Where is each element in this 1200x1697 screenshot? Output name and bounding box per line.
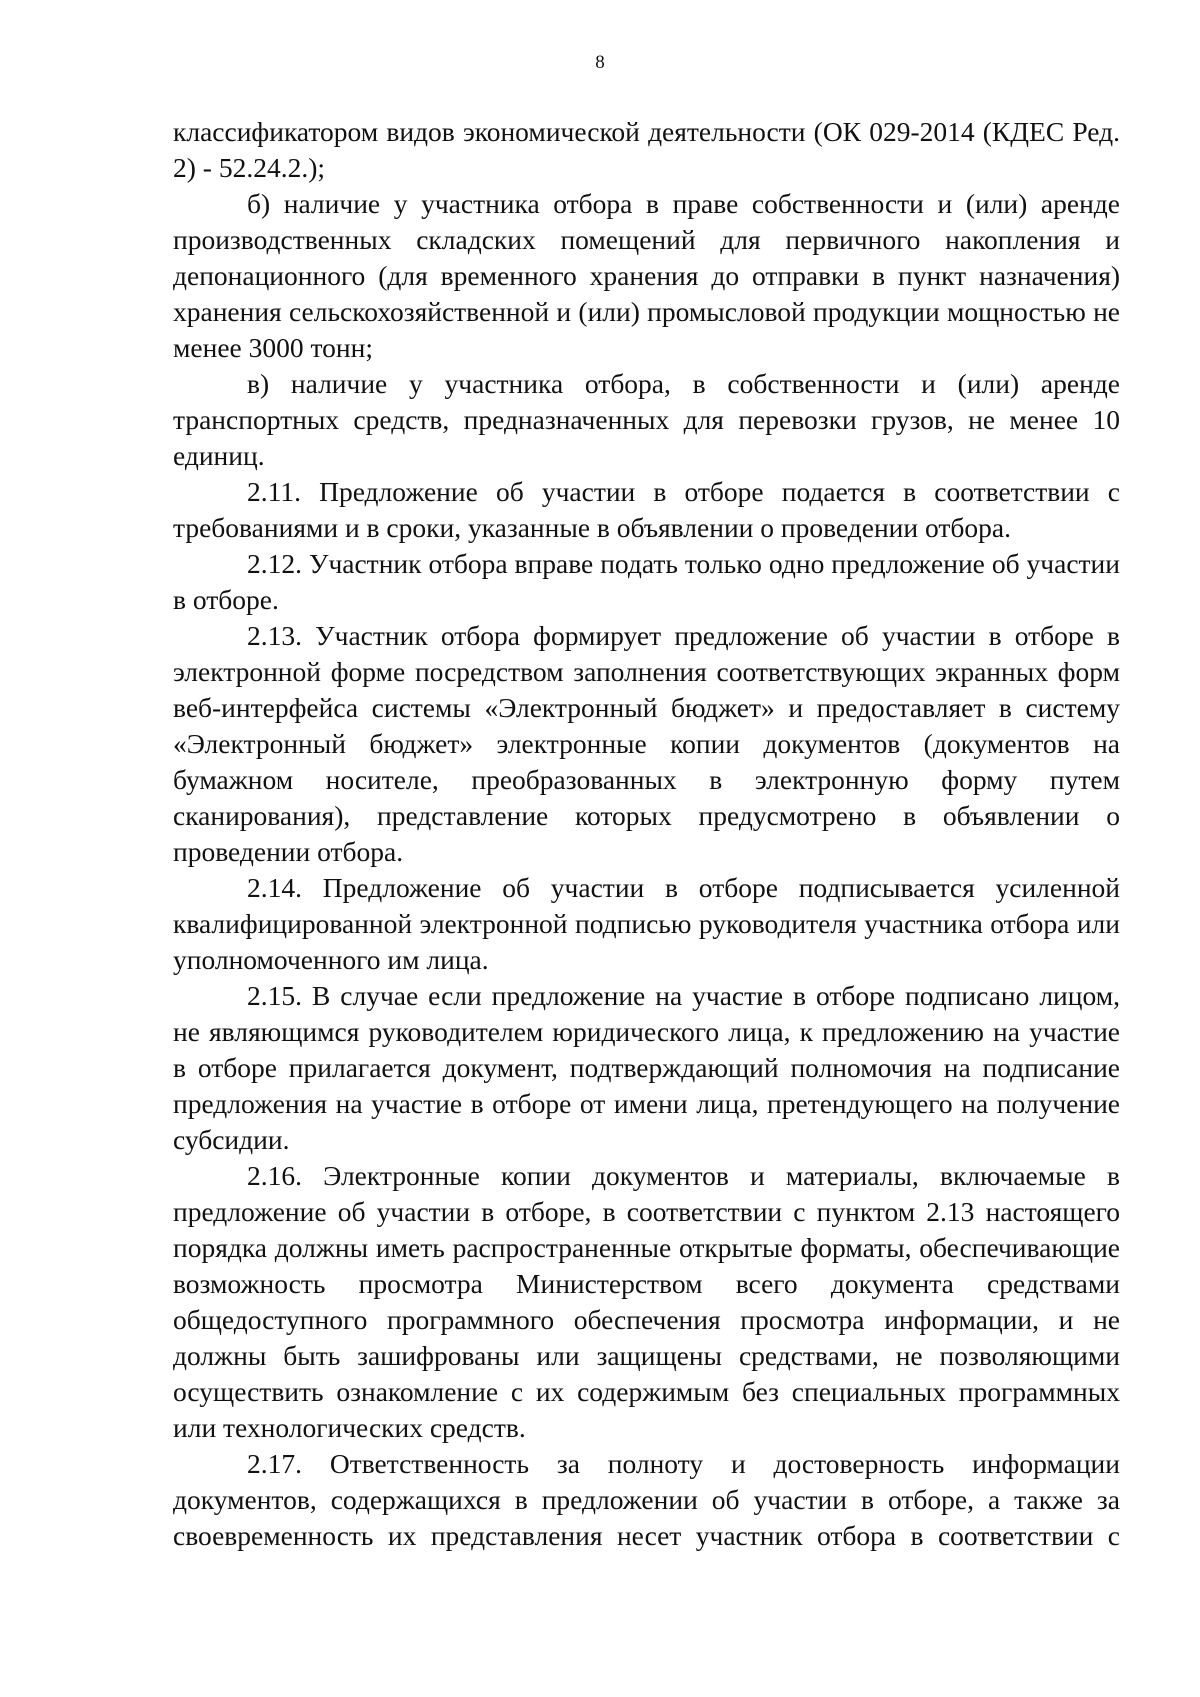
paragraph-2-13: 2.13. Участник отбора формирует предложение об участии в отборе в электронной форме посредством заполнения соответствующих экранных форм веб-интерфейса системы «Электронный бюджет» и предоставляет в систему «Электронный бюджет» электронные копии документов (документов на бумажном носителе, преобразованных в электронную форму путем сканирования), представление которых предусмотрено в объявлении о проведении отбора. (173, 620, 1120, 867)
paragraph-2-17: 2.17. Ответственность за полноту и достоверность информации документов, содержащихся в предложении об участии в отборе, а также за своевременность их представления несет участник отбора в соответствии с (173, 1448, 1120, 1551)
page-number: 8 (595, 52, 605, 73)
paragraph-classifier-continuation: классификатором видов экономической деятельности (ОК 029-2014 (КДЕС Ред. 2) - 52.24.2.); (173, 116, 1120, 183)
paragraph-2-14: 2.14. Предложение об участии в отборе подписывается усиленной квалифицированной электронной подписью руководителя участника отбора или уполномоченного им лица. (173, 872, 1120, 975)
paragraph-2-12: 2.12. Участник отбора вправе подать только одно предложение об участии в отборе. (173, 548, 1120, 615)
paragraph-2-16: 2.16. Электронные копии документов и материалы, включаемые в предложение об участии в отборе, в соответствии с пунктом 2.13 настоящего порядка должны иметь распространенные открытые форматы, обеспечивающие возможность просмотра Министерством всего документа средствами общедоступного программного обеспечения просмотра информации, и не должны быть зашифрованы или защищены средствами, не позволяющими осуществить ознакомление с их содержимым без специальных программных или технологических средств. (173, 1160, 1120, 1443)
document-body (173, 114, 1120, 1554)
paragraph-item-b: б) наличие у участника отбора в праве собственности и (или) аренде производственных складских помещений для первичного накопления и депонационного (для временного хранения до отправки в пункт назначения) хранения сельскохозяйственной и (или) промысловой продукции мощностью не менее 3000 тонн; (173, 188, 1120, 363)
paragraph-2-15: 2.15. В случае если предложение на участие в отборе подписано лицом, не являющимся руководителем юридического лица, к предложению на участие в отборе прилагается документ, подтверждающий полномочия на подписание предложения на участие в отборе от имени лица, претендующего на получение субсидии. (173, 980, 1120, 1155)
paragraph-item-v: в) наличие у участника отбора, в собственности и (или) аренде транспортных средств, предназначенных для перевозки грузов, не менее 10 единиц. (173, 368, 1120, 471)
paragraph-2-11: 2.11. Предложение об участии в отборе подается в соответствии с требованиями и в сроки, указанные в объявлении о проведении отбора. (173, 476, 1120, 543)
